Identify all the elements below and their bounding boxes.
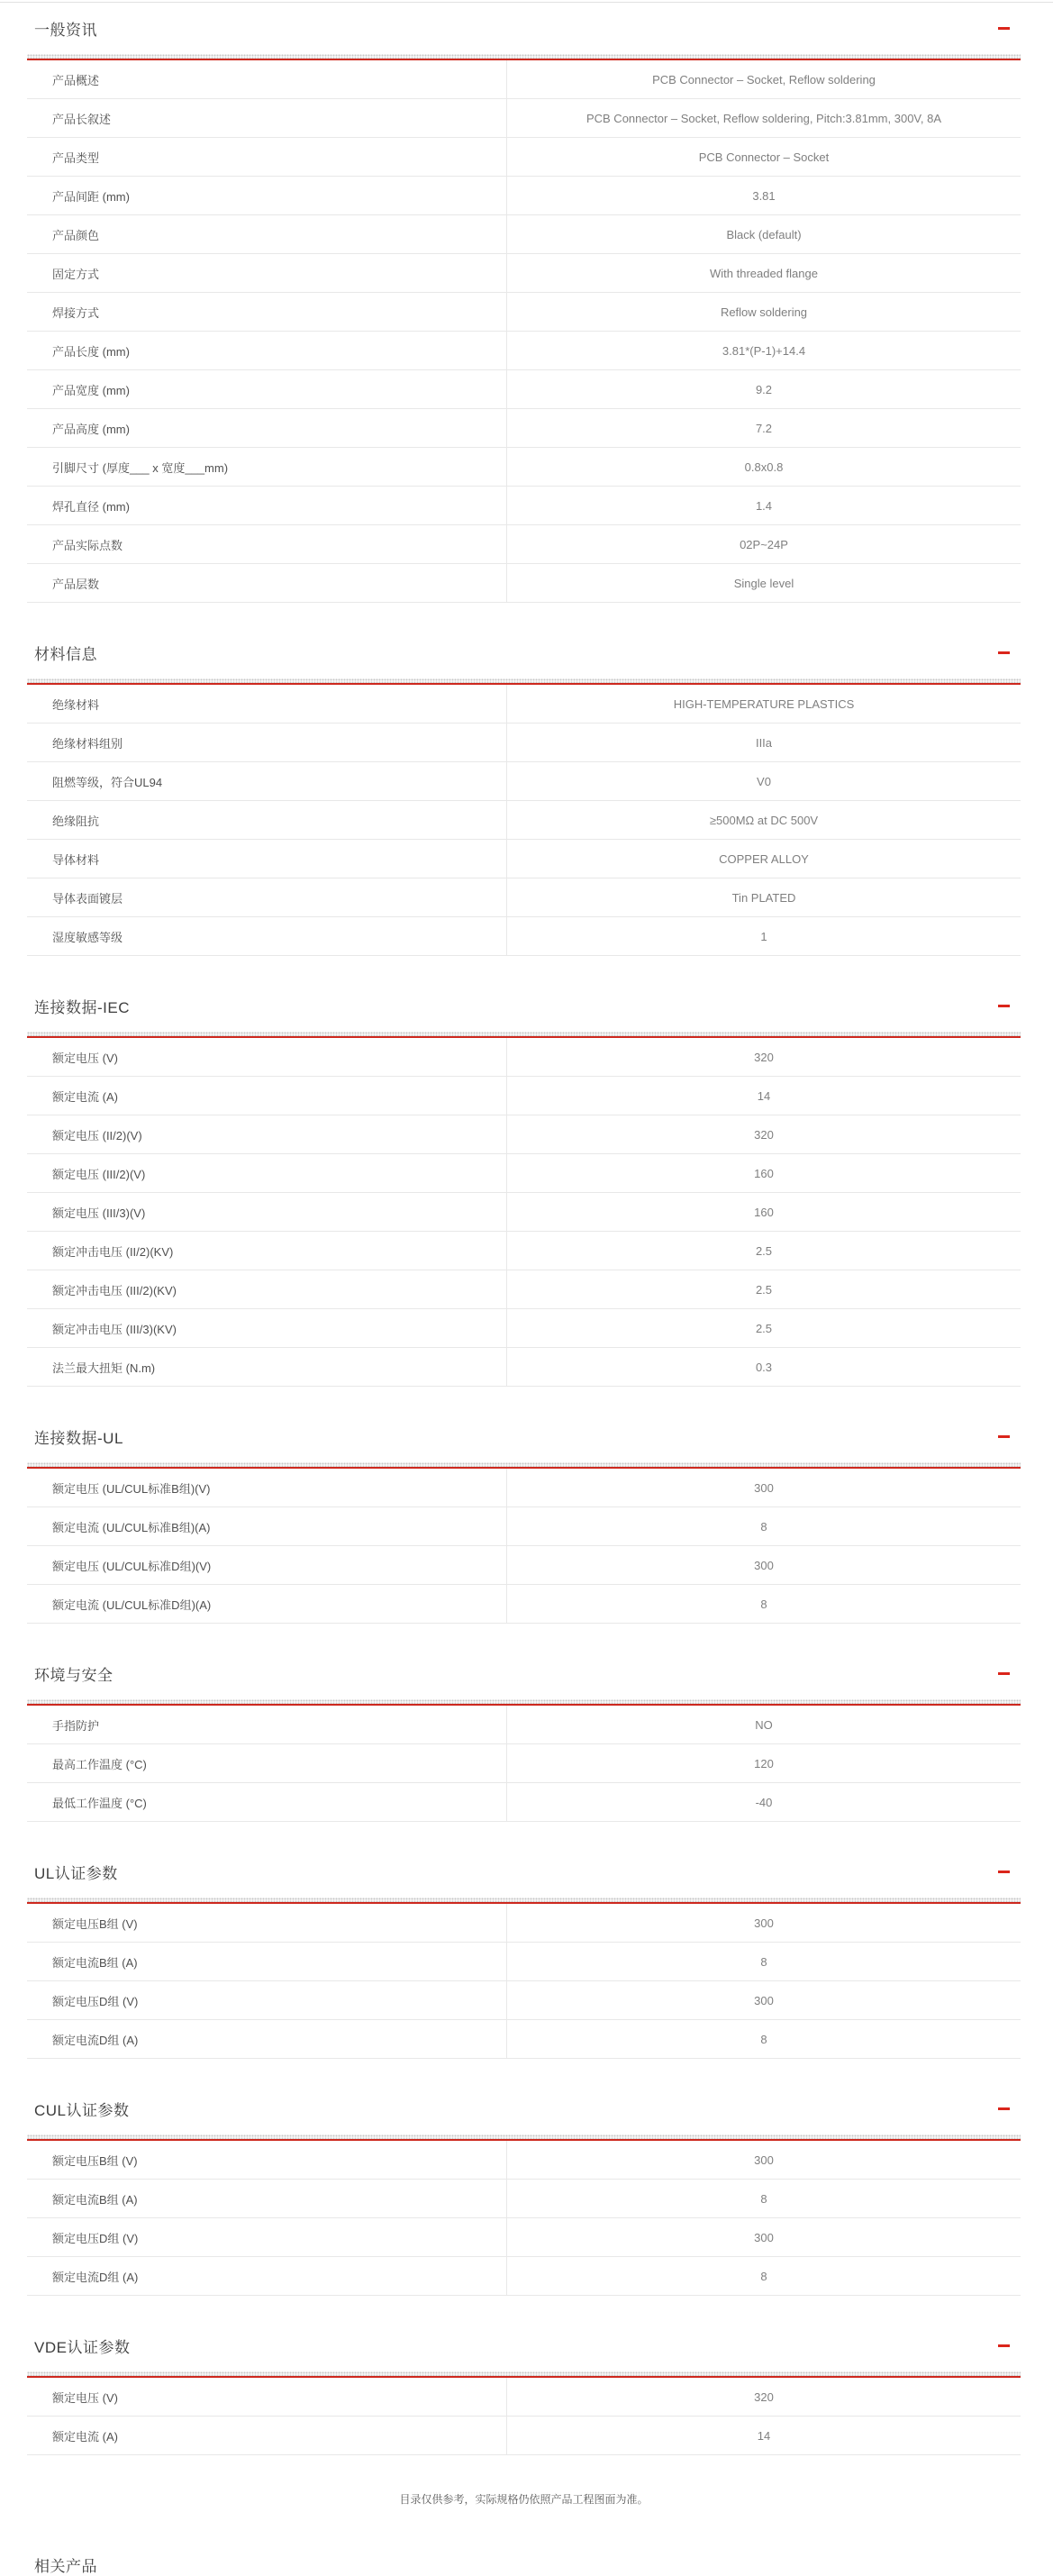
- table-row: [27, 2378, 1021, 2417]
- section-header: [27, 2098, 1021, 2118]
- table-row: [27, 2257, 1021, 2296]
- table-row: [27, 2218, 1021, 2257]
- spec-value: 320: [754, 1127, 774, 1142]
- spec-value: HIGH-TEMPERATURE PLASTICS: [673, 696, 855, 711]
- section-title: CUL认证参数: [34, 2101, 130, 2119]
- table-row: [27, 370, 1021, 409]
- spec-value: 0.3: [755, 1360, 773, 1374]
- spec-value: 300: [754, 2153, 774, 2167]
- table-row: [27, 1943, 1021, 1981]
- section-title: 一般资讯: [34, 21, 97, 39]
- spec-value: 14: [757, 2428, 771, 2443]
- section-header: [27, 1861, 1021, 1881]
- spec-label: 额定电压D组 (V): [27, 1981, 507, 2019]
- section-material-info: [27, 642, 1021, 956]
- spec-label: 额定电流 (A): [27, 2417, 507, 2454]
- table-row: [27, 448, 1021, 487]
- table-row: [27, 1783, 1021, 1822]
- section-rule: [27, 54, 1021, 60]
- spec-value: 160: [754, 1166, 774, 1180]
- spec-label: 额定电压B组 (V): [27, 1904, 507, 1942]
- spec-label: 固定方式: [27, 254, 507, 292]
- spec-value: Tin PLATED: [731, 890, 796, 905]
- spec-label: 额定电流B组 (A): [27, 1943, 507, 1980]
- section-header: [27, 1426, 1021, 1446]
- spec-table: [27, 60, 1021, 603]
- table-row: [27, 1232, 1021, 1270]
- spec-sections: [27, 18, 1021, 2455]
- spec-value: 2.5: [755, 1321, 773, 1335]
- spec-value: 1.4: [755, 498, 773, 513]
- spec-value: V0: [757, 774, 771, 788]
- spec-value: With threaded flange: [710, 266, 818, 280]
- spec-table: [27, 2378, 1021, 2455]
- spec-value: 02P~24P: [740, 537, 788, 551]
- spec-value: 3.81*(P-1)+14.4: [722, 343, 806, 358]
- table-row: [27, 1585, 1021, 1624]
- spec-label: 额定电压 (III/2)(V): [27, 1154, 507, 1192]
- disclaimer-note: 目录仅供参考，实际规格仍依照产品工程图面为准。: [399, 2493, 649, 2506]
- spec-label: 导体材料: [27, 840, 507, 878]
- section-header: [27, 996, 1021, 1015]
- spec-label: 额定电压 (V): [27, 2378, 507, 2416]
- spec-table: [27, 1469, 1021, 1624]
- table-row: [27, 215, 1021, 254]
- spec-label: 湿度敏感等级: [27, 917, 507, 955]
- spec-table: [27, 1038, 1021, 1387]
- spec-value: 9.2: [755, 382, 773, 396]
- section-title: 连接数据-IEC: [34, 998, 130, 1016]
- spec-label: 额定电压B组 (V): [27, 2141, 507, 2179]
- spec-value: PCB Connector – Socket, Reflow soldering: [652, 72, 876, 86]
- section-title: 材料信息: [34, 645, 97, 663]
- table-row: [27, 1193, 1021, 1232]
- spec-value: Reflow soldering: [720, 305, 808, 319]
- minus-icon[interactable]: [998, 1435, 1010, 1438]
- spec-label: 产品概述: [27, 60, 507, 98]
- spec-label: 额定冲击电压 (III/2)(KV): [27, 1270, 507, 1308]
- spec-label: 手指防护: [27, 1706, 507, 1743]
- spec-label: 额定冲击电压 (II/2)(KV): [27, 1232, 507, 1270]
- related-products-heading: 相关产品: [34, 2558, 97, 2575]
- spec-value: PCB Connector – Socket, Reflow soldering, Pitch:3.81mm, 300V, 8A: [586, 111, 942, 125]
- spec-label: 额定电压 (V): [27, 1038, 507, 1076]
- spec-value: 320: [754, 2389, 774, 2404]
- spec-table: [27, 1904, 1021, 2059]
- spec-value: 300: [754, 1993, 774, 2007]
- spec-label: 产品宽度 (mm): [27, 370, 507, 408]
- section-title: VDE认证参数: [34, 2338, 131, 2356]
- table-row: [27, 293, 1021, 332]
- spec-value: 300: [754, 1916, 774, 1930]
- spec-label: 绝缘材料组别: [27, 724, 507, 761]
- section-ul-certification: [27, 1861, 1021, 2059]
- spec-table: [27, 1706, 1021, 1822]
- section-rule: [27, 1898, 1021, 1904]
- section-rule: [27, 1032, 1021, 1038]
- section-header: [27, 1663, 1021, 1683]
- table-row: [27, 138, 1021, 177]
- spec-label: 法兰最大扭矩 (N.m): [27, 1348, 507, 1386]
- spec-label: 额定电压 (UL/CUL标准B组)(V): [27, 1469, 507, 1506]
- spec-label: 产品层数: [27, 564, 507, 602]
- spec-label: 额定电流 (UL/CUL标准D组)(A): [27, 1585, 507, 1623]
- table-row: [27, 332, 1021, 370]
- table-row: [27, 917, 1021, 956]
- table-row: [27, 1904, 1021, 1943]
- table-row: [27, 99, 1021, 138]
- section-cul-certification: [27, 2098, 1021, 2296]
- table-row: [27, 685, 1021, 724]
- table-row: [27, 1469, 1021, 1507]
- spec-value: -40: [755, 1795, 773, 1809]
- minus-icon[interactable]: [998, 2107, 1010, 2110]
- minus-icon[interactable]: [998, 1871, 1010, 1873]
- spec-value: 3.81: [752, 188, 776, 203]
- table-row: [27, 762, 1021, 801]
- spec-value: IIIa: [755, 735, 773, 750]
- minus-icon[interactable]: [998, 27, 1010, 30]
- table-row: [27, 1744, 1021, 1783]
- table-row: [27, 1706, 1021, 1744]
- spec-value: 8: [760, 1597, 767, 1611]
- table-row: [27, 1981, 1021, 2020]
- table-row: [27, 1038, 1021, 1077]
- spec-label: 产品长度 (mm): [27, 332, 507, 369]
- spec-value: 8: [760, 2269, 767, 2283]
- spec-label: 导体表面镀层: [27, 878, 507, 916]
- table-row: [27, 254, 1021, 293]
- section-title: 环境与安全: [34, 1666, 113, 1684]
- section-header: [27, 18, 1021, 38]
- spec-label: 额定电压 (II/2)(V): [27, 1115, 507, 1153]
- spec-value: 300: [754, 2230, 774, 2244]
- table-row: [27, 487, 1021, 525]
- section-title: 连接数据-UL: [34, 1429, 123, 1447]
- table-row: [27, 2020, 1021, 2059]
- spec-label: 产品高度 (mm): [27, 409, 507, 447]
- section-general-info: [27, 18, 1021, 603]
- section-header: [27, 2335, 1021, 2355]
- spec-label: 额定电压 (III/3)(V): [27, 1193, 507, 1231]
- section-connection-data-ul: [27, 1426, 1021, 1624]
- table-row: [27, 2141, 1021, 2180]
- spec-label: 焊孔直径 (mm): [27, 487, 507, 524]
- minus-icon[interactable]: [998, 1005, 1010, 1007]
- spec-label: 绝缘材料: [27, 685, 507, 723]
- table-row: [27, 177, 1021, 215]
- table-row: [27, 1507, 1021, 1546]
- table-row: [27, 878, 1021, 917]
- table-row: [27, 60, 1021, 99]
- spec-value: 8: [760, 1519, 767, 1534]
- section-title: UL认证参数: [34, 1864, 118, 1882]
- spec-value: ≥500MΩ at DC 500V: [709, 813, 819, 827]
- spec-label: 额定冲击电压 (III/3)(KV): [27, 1309, 507, 1347]
- spec-value: 300: [754, 1480, 774, 1495]
- table-row: [27, 1546, 1021, 1585]
- spec-table: [27, 685, 1021, 956]
- table-row: [27, 1270, 1021, 1309]
- spec-label: 产品长叙述: [27, 99, 507, 137]
- spec-value: 160: [754, 1205, 774, 1219]
- section-environment-safety: [27, 1663, 1021, 1822]
- spec-value: 8: [760, 2032, 767, 2046]
- spec-value: Black (default): [726, 227, 802, 241]
- spec-value: 14: [757, 1088, 771, 1103]
- spec-value: 120: [754, 1756, 774, 1770]
- minus-icon[interactable]: [998, 1672, 1010, 1675]
- spec-label: 产品颜色: [27, 215, 507, 253]
- spec-label: 阻燃等级，符合UL94: [27, 762, 507, 800]
- spec-label: 产品实际点数: [27, 525, 507, 563]
- spec-value: NO: [755, 1717, 773, 1732]
- table-row: [27, 801, 1021, 840]
- minus-icon[interactable]: [998, 2344, 1010, 2347]
- table-row: [27, 2417, 1021, 2455]
- spec-value: 2.5: [755, 1282, 773, 1297]
- top-divider: [0, 2, 1053, 3]
- spec-label: 焊接方式: [27, 293, 507, 331]
- table-row: [27, 2180, 1021, 2218]
- spec-label: 引脚尺寸 (厚度___ x 宽度___mm): [27, 448, 507, 486]
- spec-value: 8: [760, 2191, 767, 2206]
- spec-value: 7.2: [755, 421, 773, 435]
- table-row: [27, 1348, 1021, 1387]
- spec-value: 300: [754, 1558, 774, 1572]
- spec-label: 额定电压D组 (V): [27, 2218, 507, 2256]
- table-row: [27, 1077, 1021, 1115]
- spec-label: 额定电流D组 (A): [27, 2257, 507, 2295]
- table-row: [27, 840, 1021, 878]
- spec-label: 额定电流 (A): [27, 1077, 507, 1115]
- spec-label: 额定电流D组 (A): [27, 2020, 507, 2058]
- table-row: [27, 564, 1021, 603]
- spec-value: Single level: [733, 576, 794, 590]
- section-rule: [27, 2135, 1021, 2141]
- spec-label: 额定电压 (UL/CUL标准D组)(V): [27, 1546, 507, 1584]
- spec-label: 额定电流 (UL/CUL标准B组)(A): [27, 1507, 507, 1545]
- spec-value: 2.5: [755, 1243, 773, 1258]
- table-row: [27, 1115, 1021, 1154]
- spec-label: 产品类型: [27, 138, 507, 176]
- spec-label: 额定电流B组 (A): [27, 2180, 507, 2217]
- spec-table: [27, 2141, 1021, 2296]
- table-row: [27, 525, 1021, 564]
- table-row: [27, 724, 1021, 762]
- section-rule: [27, 1462, 1021, 1469]
- section-header: [27, 642, 1021, 662]
- spec-value: 0.8x0.8: [744, 460, 784, 474]
- spec-value: 1: [760, 929, 767, 943]
- minus-icon[interactable]: [998, 651, 1010, 654]
- section-vde-certification: [27, 2335, 1021, 2455]
- section-connection-data-iec: [27, 996, 1021, 1387]
- spec-value: 320: [754, 1050, 774, 1064]
- section-rule: [27, 2371, 1021, 2378]
- table-row: [27, 1154, 1021, 1193]
- section-rule: [27, 1699, 1021, 1706]
- table-row: [27, 1309, 1021, 1348]
- spec-value: COPPER ALLOY: [719, 851, 809, 866]
- spec-label: 最低工作温度 (°C): [27, 1783, 507, 1821]
- section-rule: [27, 678, 1021, 685]
- spec-label: 绝缘阻抗: [27, 801, 507, 839]
- spec-value: PCB Connector – Socket: [698, 150, 830, 164]
- table-row: [27, 409, 1021, 448]
- spec-value: 8: [760, 1954, 767, 1969]
- spec-label: 最高工作温度 (°C): [27, 1744, 507, 1782]
- spec-label: 产品间距 (mm): [27, 177, 507, 214]
